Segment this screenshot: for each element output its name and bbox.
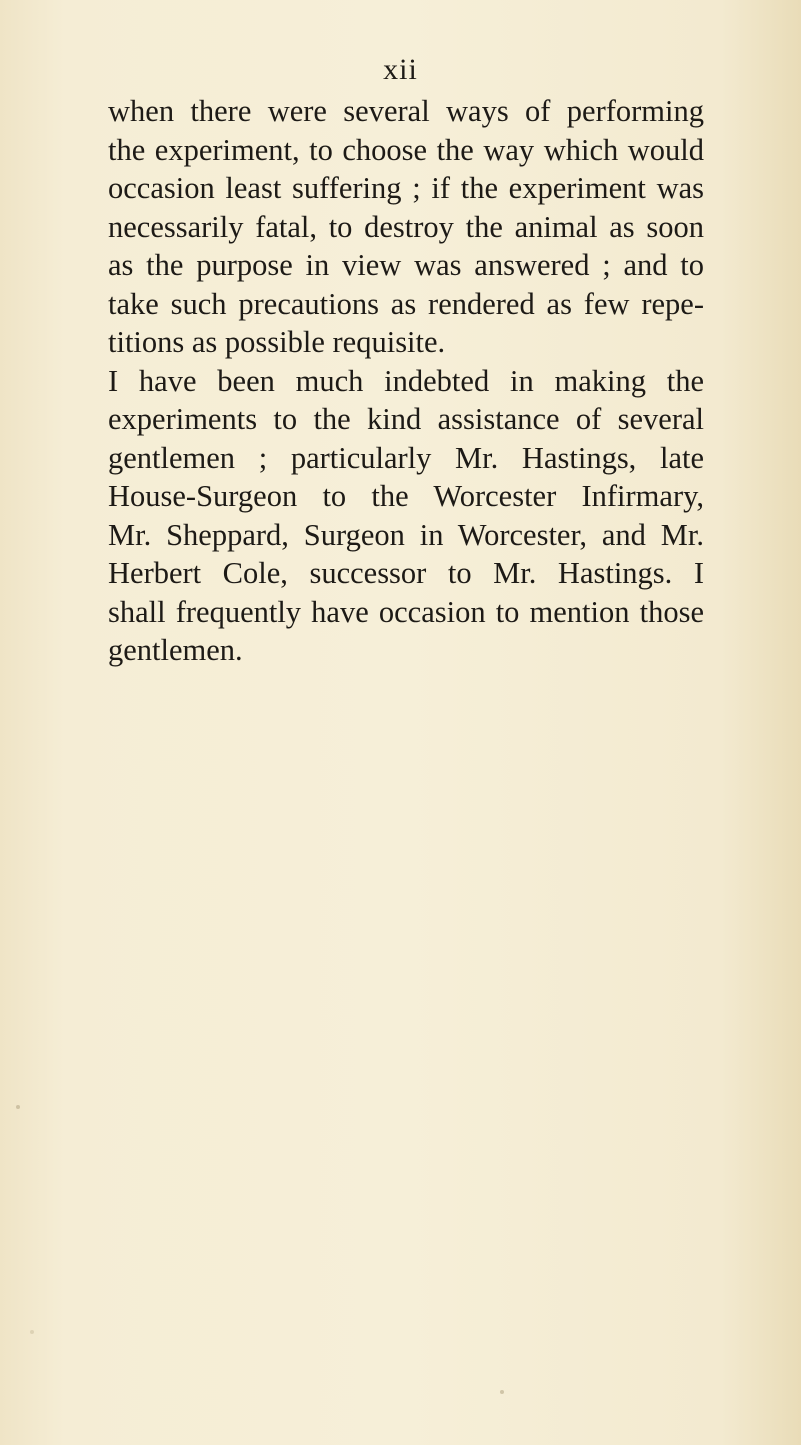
text-line: the experiment, to choose the way which would	[108, 132, 704, 167]
text-line: gentlemen.	[108, 633, 243, 667]
text-line: occasion least suffering ; if the experiment was	[108, 171, 704, 205]
text-line: I have been much indebted in making the	[108, 363, 704, 398]
text-line: shall frequently have occasion to mention those	[108, 594, 704, 629]
paper-speck	[500, 1390, 504, 1394]
text-line: necessarily fatal, to destroy the animal as soon	[108, 209, 704, 244]
paragraph-1	[108, 92, 704, 362]
paper-speck	[16, 1105, 20, 1109]
text-line: take such precautions as rendered as few repe-	[108, 286, 704, 321]
text-line: experiments to the kind assistance of several	[108, 402, 704, 436]
text-line: gentlemen ; particularly Mr. Hastings, late	[108, 440, 704, 475]
page-number: xii	[383, 53, 418, 86]
paper-speck	[30, 1330, 34, 1334]
paragraph-2	[108, 362, 704, 670]
text-line: as the purpose in view was answered ; and to	[108, 248, 704, 282]
text-line: Mr. Sheppard, Surgeon in Worcester, and Mr.	[108, 517, 704, 552]
text-line: Herbert Cole, successor to Mr. Hastings. I	[108, 556, 704, 590]
text-line: House-Surgeon to the Worcester Infirmary,	[108, 479, 704, 513]
body-text	[108, 92, 704, 670]
text-line: titions as possible requisite.	[108, 325, 446, 359]
text-line: when there were several ways of performing	[108, 94, 704, 128]
